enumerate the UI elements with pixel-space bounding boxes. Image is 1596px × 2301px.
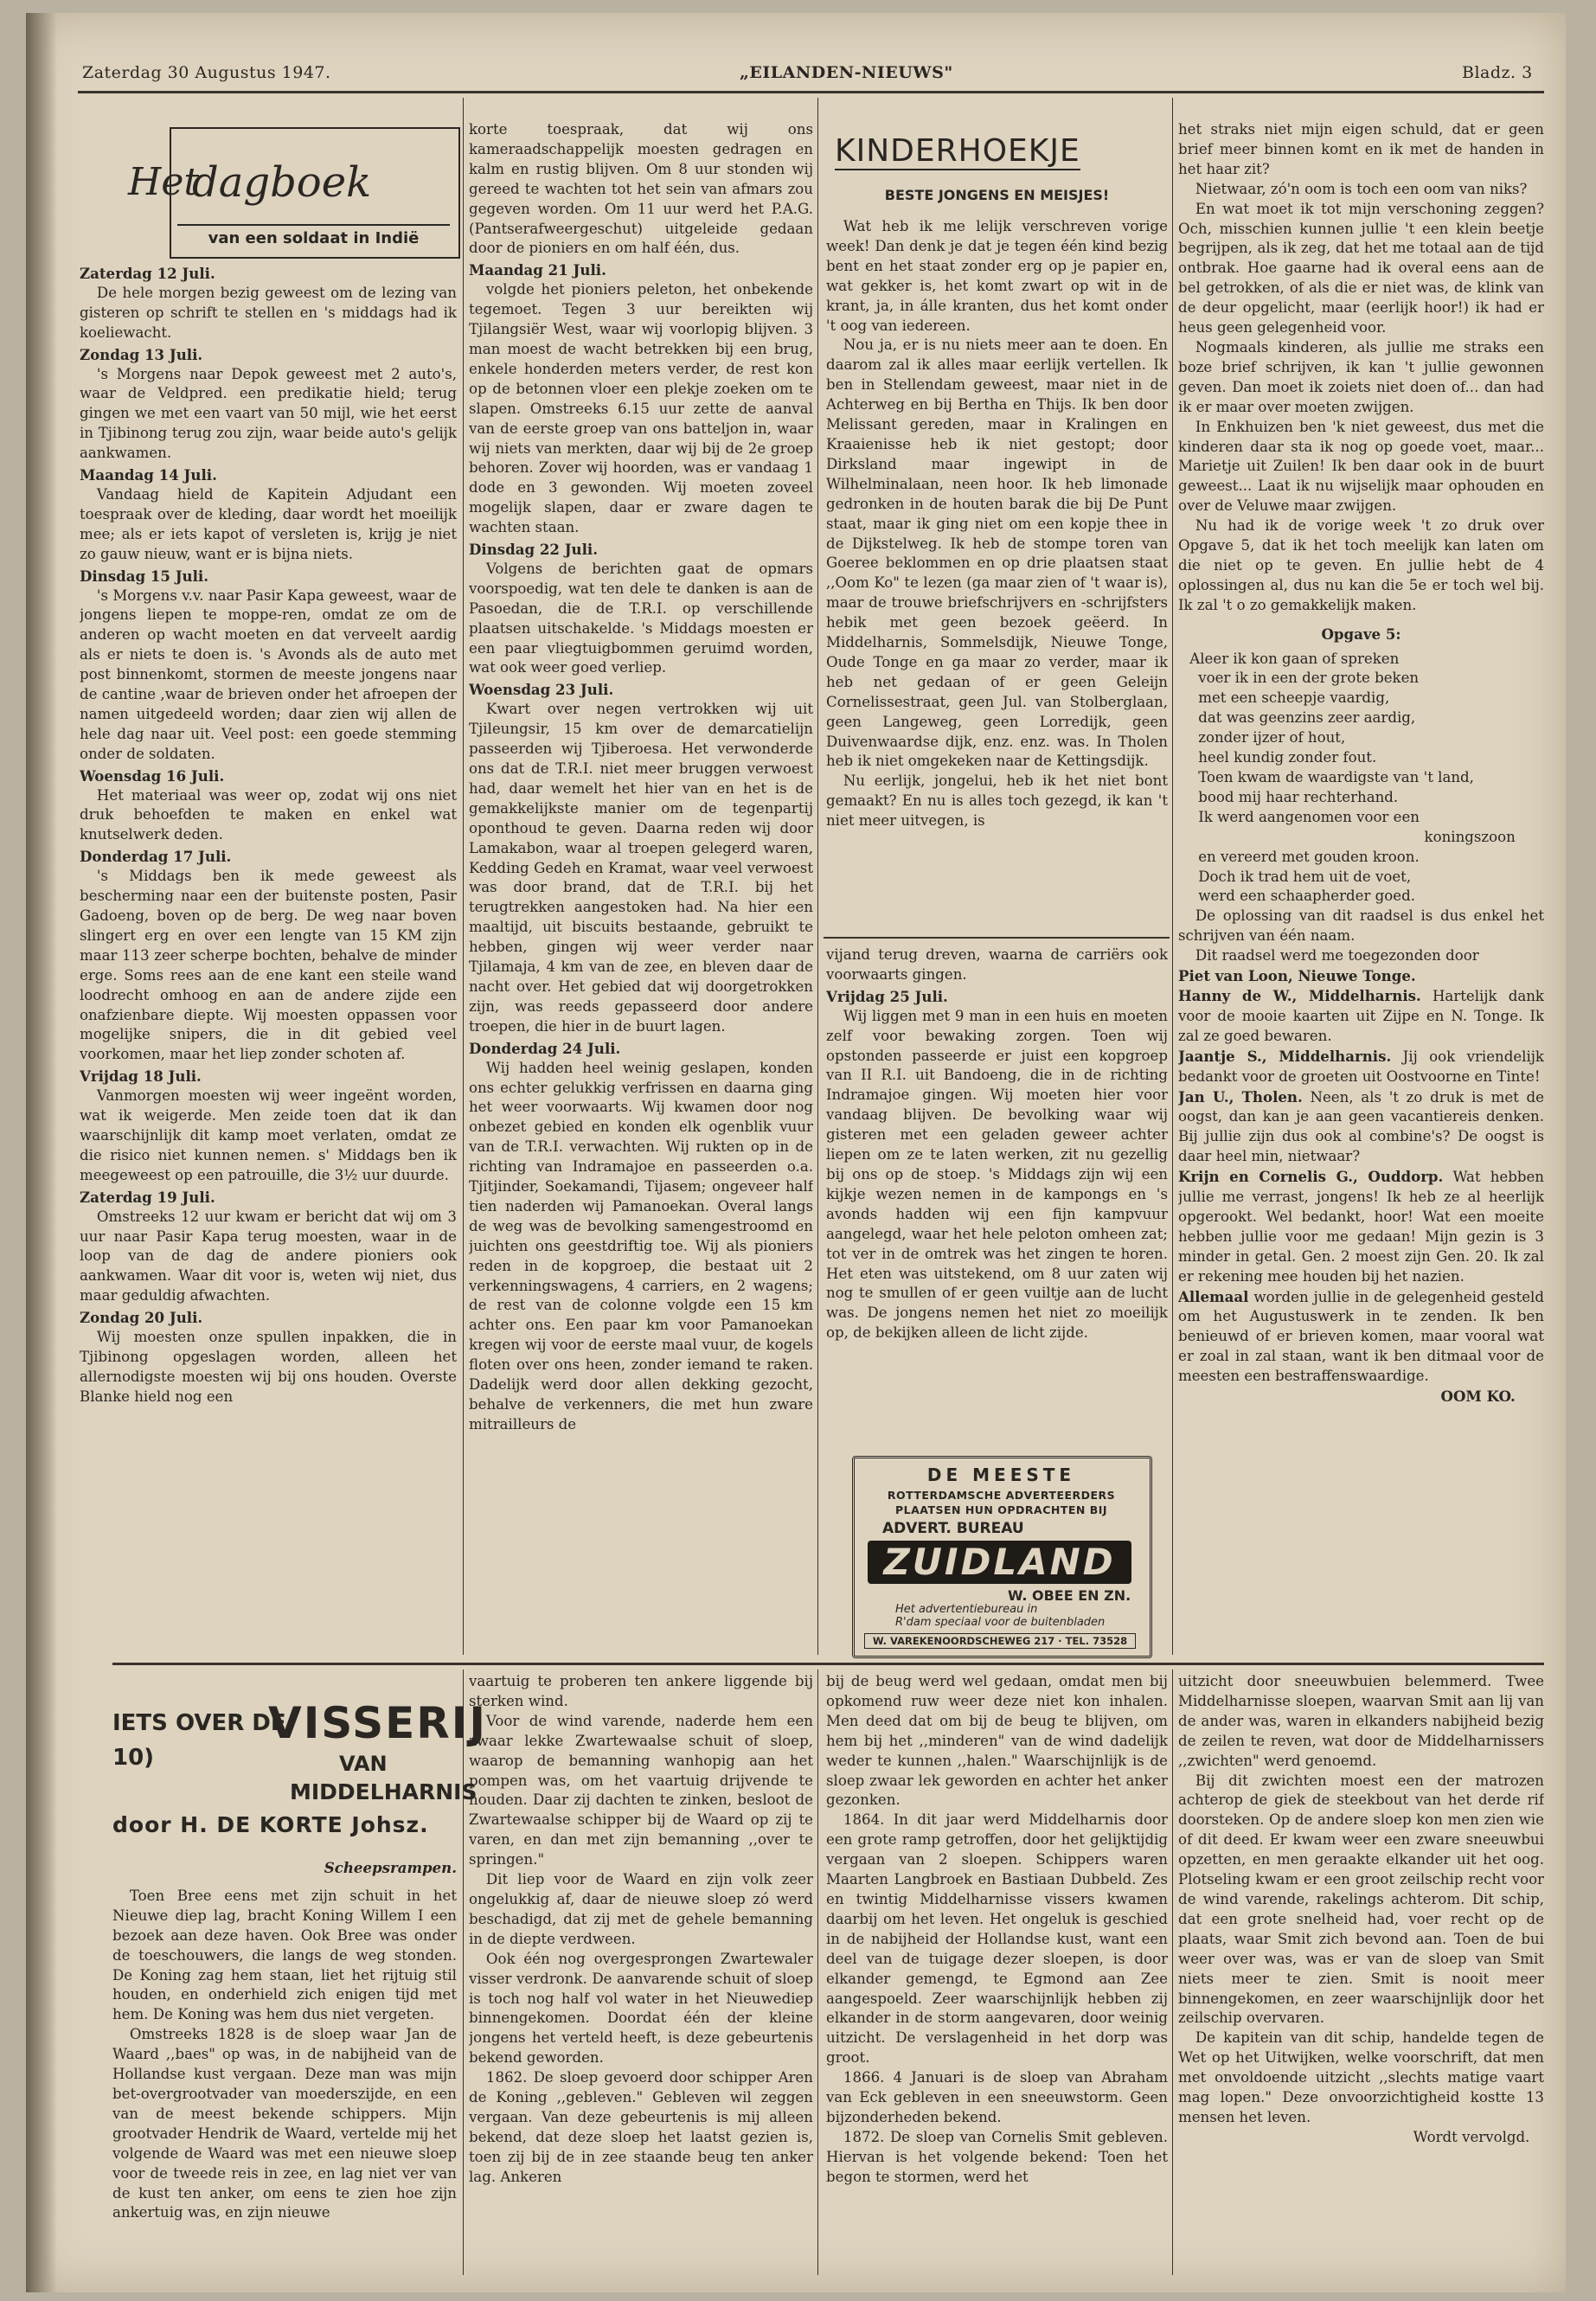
reply-text: worden jullie in de gelegenheid gesteld om het Augustuswerk in te zenden. Ik ben benieuwd of er brieven komen, maar vooral wat er zoal in zal staan, want ik ben ditmaal voor de meesten een bestraffenswaardige. (1178, 1288, 1544, 1385)
paragraph: Kwart over negen vertrokken wij uit Tjileungsir, 15 km over de demarcatielijn passeerden wij Tjiberoesa. Het verwonderde ons dat de T.R.I. niet meer bruggen verwoest had, daar wemelt het hier van en het is de gemakkelijkste manier om de tegenpartij oponthoud te geven. Daarna reden wij door Lamakabon, waar al troepen gelegerd waren, Kedding Gedeh en Kramat, waar veel verwoest was door brand, dat de T.R.I. bij het terugtrekken aangestoken had. Na hier een maaltijd, uit biscuits bestaande, gebruikt te hebben, gingen wij weer verder naar Tjilamaja, 4 km van de zee, en bleven daar de nacht over. Het gebied dat wij doorgetrokken zijn, was reeds gepasseerd door andere troepen, die hier in de buurt lagen. (469, 701, 813, 1035)
paragraph: korte toespraak, dat wij ons kameraadschappelijk moesten gedragen en kalm en rustig blijven. Om 8 uur stonden wij gereed te wachten tot het sein van afmars zou gegeven worden. Om 11 uur werd het P.A.G. (Pantserafweergeschut) uitgeleide gedaan door de pioniers en om half één, dus. (469, 121, 813, 257)
ad-tagline-1: Het advertentiebureau in (895, 1603, 1038, 1616)
dagboek-column-1 (80, 262, 457, 1646)
poem-line: Ik werd aangenomen voor een (1198, 808, 1420, 825)
paragraph: In Enkhuizen ben 'k niet geweest, dus met die kinderen daar sta ik nog op goede voet, maar... Marietje uit Zuilen! Ik ben daar ook in de buurt geweest... Laat ik nu wijselijk maar ophouden en over de Veluwe maar zwijgen. (1178, 418, 1544, 515)
paragraph: Wij hadden heel weinig geslapen, konden ons echter gelukkig verfrissen en daarna ging het weer voorwaarts. Wij kwamen door nog onbezet gebied en konden elk ogenblik vuur van de T.R.I. verwachten. Wij rukten op in de richting van Indramajoe en passeerden o.a. Tjitjinder, Soekamandi, Tijasem; ongeveer half tien naderden wij Pamanoekan. Overal langs de weg was de bevolking samengestroomd en juichten ons geestdriftig toe. Wij als pioniers reden in de kopgroep, die bestaat uit 2 verkenningswagens, 4 carriers, en 2 wagens; de rest van de colonne volgde een 15 km achter ons. Een paar km voor Pamanoekan kregen wij voor de eerste maal vuur, de kogels floten over ons heen, zonder iemand te raken. Dadelijk werd door allen dekking gezocht, behalve de verkenners, die met hun zware mitrailleurs de (469, 1059, 813, 1433)
column-divider (463, 98, 464, 1655)
column-divider (1172, 98, 1173, 1655)
ad-bureau: ADVERT. BUREAU (882, 1520, 1024, 1537)
poem-line: werd een schaapherder goed. (1198, 888, 1416, 905)
to-be-continued: Wordt vervolgd. (1413, 2128, 1530, 2145)
paragraph: het straks niet mijn eigen schuld, dat er geen brief meer binnen komt en ik met de handen in het haar zit? (1178, 121, 1544, 177)
reply-text: Hartelijk dank voor de mooie kaarten uit Zijpe en N. Tonge. Ik zal ze goed bewaren. (1178, 987, 1544, 1044)
date-heading: Donderdag 17 Juli. (80, 848, 232, 866)
puzzle-heading: Opgave 5: (1321, 625, 1401, 643)
zuidland-advertisement (852, 1456, 1151, 1657)
reply-recipient: Jan U., Tholen. (1178, 1087, 1303, 1106)
kinderhoekje-greeting: BESTE JONGENS EN MEISJES! (884, 187, 1110, 203)
poem-line: Aleer ik kon gaan of spreken (1189, 650, 1400, 667)
paragraph: Nu eerlijk, jongelui, heb ik het niet bont gemaakt? En nu is alles toch gezegd, ik kan 't niet meer uitvegen, is (826, 772, 1168, 830)
reply-recipient: Jaantje S., Middelharnis. (1178, 1047, 1392, 1065)
dagboek-title: dagboek (192, 158, 372, 207)
paragraph: 1872. De sloep van Cornelis Smit gebleven. Hiervan is het volgende bekend: Toen het begon te stormen, werd het (826, 2128, 1168, 2185)
paragraph: Toen Bree eens met zijn schuit in het Nieuwe diep lag, bracht Koning Willem I een bezoek aan deze haven. Ook Bree was onder de toeschouwers, die langs de weg stonden. De Koning zag hem staan, liet het rijtuig stil houden, en onderhield zich enigen tijd met hem. De Koning was hem dus niet vergeten. (112, 1887, 457, 2023)
poem-line: met een scheepje vaardig, (1198, 689, 1390, 707)
date-heading: Maandag 21 Juli. (469, 261, 606, 279)
visserij-iets-over: IETS OVER DE (112, 1710, 286, 1736)
paragraph: De hele morgen bezig geweest om de lezing van gisteren op schrift te stellen en 's middags had ik koeliewacht. (80, 284, 457, 341)
date-heading: Woensdag 23 Juli. (469, 681, 614, 699)
kinderhoekje-title: KINDERHOEKJE (835, 133, 1080, 169)
kinderhoekje-column-2 (1178, 120, 1544, 1651)
ad-company-name: ZUIDLAND (868, 1541, 1131, 1584)
visserij-part-number: 10) (112, 1745, 155, 1771)
date-heading: Vrijdag 25 Juli. (826, 987, 948, 1005)
date-heading: Zaterdag 19 Juli. (80, 1188, 215, 1206)
paragraph: Voor de wind varende, naderde hem een zwaar lekke Zwartewaalse schuit of sloep, waarop de bemanning wanhopig aan het pompen was, om het vaartuig drijvende te houden. Daar zij dachten te zinken, besloot de Zwartewaalse schipper bij de Waard op zij te varen, en dan met zijn bemanning ,,over te springen." (469, 1712, 813, 1868)
column-divider (817, 98, 818, 1655)
reply-paragraph (1178, 1167, 1544, 1286)
paragraph: Omstreeks 12 uur kwam er bericht dat wij om 3 uur naar Pasir Kapa terug moesten, waar in de loop van de dag de andere pioniers ook aankwamen. Waar dit voor is, weten wij niet, dus maar geduldig afwachten. (80, 1208, 457, 1304)
paragraph: Vandaag hield de Kapitein Adjudant een toespraak over de kleding, daar wordt het moeilijk mee; als er iets kapot of versleten is, krijg je niet zo gauw nieuw, want er is bijna niets. (80, 485, 457, 562)
paragraph: Nu had ik de vorige week 't zo druk over Opgave 5, dat ik het toch meelijk kan laten om die niet op te geven. En jullie hebt de 4 oplossingen al, dus nu kan die 5e er toch wel bij. Ik zal 't o zo gemakkelijk maken. (1178, 517, 1544, 613)
poem-line: voer ik in een der grote beken (1198, 670, 1420, 687)
ad-line-1: ROTTERDAMSCHE ADVERTEERDERS (887, 1489, 1116, 1502)
date-heading: Zaterdag 12 Juli. (80, 265, 215, 282)
reply-recipient: Allemaal (1178, 1287, 1249, 1305)
paragraph: 1864. In dit jaar werd Middelharnis door een grote ramp getroffen, door het gelijktijdig vergaan van 2 sloepen. Schippers waren Maarten Langbroek en Bastiaan Dubbeld. Zes en twintig Middelharnisse vissers kwamen daarbij om het leven. Het ongeluk is geschied in de nabijheid der Hollandse kust, want een deel van de tuigage dezer sloepen, is door elkander gemengd, te Egmond aan Zee aangespoeld. Zeer waarschijnlijk hebben zij elkander in de storm aangevaren, door weinig uitzicht. De verslagenheid in het dorp was groot. (826, 1811, 1168, 2067)
poem-line: dat was geenzins zeer aardig, (1198, 709, 1416, 727)
paragraph: bij de beug werd wel gedaan, omdat men bij opkomend ruw weer deze niet kon inhalen. Men deed dat om bij de beug te blijven, om hem bij het ,,minderen" van de wind dadelijk weder te kunnen ,,halen." Waarschijnlijk is de sloep zwaar lek geworden en achter het anker gezonken. (826, 1673, 1168, 1809)
dagboek-subtitle: van een soldaat in Indië (177, 224, 450, 247)
column-divider (463, 1670, 464, 2275)
date-heading: Woensdag 16 Juli. (80, 766, 225, 785)
poem-line: Toen kwam de waardigste van 't land, (1198, 769, 1474, 785)
header-date: Zaterdag 30 Augustus 1947. (82, 63, 331, 82)
reply-text: Wat hebben jullie me verrast, jongens! Ik heb ze al heerlijk opgerookt. Wel bedankt, hoor! Wat een moeite hebben jullie voor me gedaan! Mijn gezin is 3 minder in getal. Gen. 2 moest zijn Gen. 20. Ik zal er rekening mee houden bij het nazien. (1178, 1169, 1544, 1285)
date-heading: Dinsdag 22 Juli. (469, 541, 599, 559)
dagboek-column-3 (826, 945, 1168, 1447)
visserij-title: VISSERIJ (268, 1698, 487, 1748)
paragraph: vaartuig te proberen ten ankere liggende bij sterken wind. (469, 1673, 813, 1709)
date-heading: Zondag 13 Juli. (80, 345, 203, 363)
ad-tagline (895, 1603, 1105, 1629)
header-page-number: Bladz. 3 (1462, 63, 1533, 82)
dagboek-het: Het (128, 160, 200, 204)
paragraph: 1862. De sloep gevoerd door schipper Aren de Koning ,,gebleven." Gebleven wil zeggen vergaan. Van deze gebeurtenis is mij alleen bekend, dat deze sloep het laatst gezien is, toen zij bij de in zee staande beug ten anker lag. Ankeren (469, 2069, 813, 2185)
paragraph: vijand terug dreven, waarna de carriërs ook voorwaarts gingen. (826, 946, 1168, 983)
newspaper-page (26, 13, 1566, 2292)
signature: OOM KO. (1440, 1388, 1516, 1406)
paragraph: De oplossing van dit raadsel is dus enkel het schrijven van één naam. (1178, 907, 1544, 945)
reply-text: Neen, als 't zo druk is met de oogst, dan kan je aan geen vacantiereis denken. Bij jullie zijn dus ook al combine's? De oogst is daar heel min, nietwaar? (1178, 1088, 1544, 1165)
paragraph: Het materiaal was weer op, zodat wij ons niet druk behoefden te maken en enkel wat knutselwerk deden. (80, 786, 457, 843)
date-heading: Dinsdag 15 Juli. (80, 567, 209, 585)
visserij-column-4 (1178, 1672, 1544, 2278)
paragraph: Nou ja, er is nu niets meer aan te doen. En daarom zal ik alles maar eerlijk vertellen. Ik ben in Stellendam geweest, maar niet in de Achterweg en bij Bertha en Thijs. Ik ben door Melissant gereden, maar in Kralingen en Kraaienisse heb ik niet gestopt; door Dirksland maar ingewipt in de Wilhelminalaan, neen hoor. Ik heb limonade gedronken in de houten barak die bij De Punt staat, maar ik ging niet om een kopje thee in de Dijkstelweg. Ik heb de stompe toren van Goeree beklommen en op drie plaatsen staat ,,Oom Ko" te lezen (ga maar zien of 't waar is), maar de trouwe briefschrijvers en -schrijfsters hebik met geen bezoek geëerd. In Middelharnis, Sommelsdijk, Nieuwe Tonge, Oude Tonge en ga maar zo verder, maar ik heb net gedaan of er geen Geleijn Cornelissestraat, geen Jul. van Stolberglaan, geen Langeweg, geen Lorredijk, geen Duivenwaardse dijk, enz. enz. was. In Tholen heb ik niet omgekeken naar de Kettingsdijk. (826, 336, 1168, 770)
visserij-author: door H. DE KORTE Johsz. (112, 1812, 429, 1837)
reply-recipient: Hanny de W., Middelharnis. (1178, 986, 1421, 1004)
poem-line: heel kundig zonder fout. (1198, 749, 1377, 766)
ad-address: W. VAREKENOORDSCHEWEG 217 · TEL. 73528 (864, 1633, 1136, 1649)
contributor-name: Piet van Loon, Nieuwe Tonge. (1178, 967, 1416, 985)
paragraph: En wat moet ik tot mijn verschoning zeggen? Och, misschien kunnen jullie 't een klein beetje begrijpen, als ik zeg, dat het me totaal aan de tijd ontbrak. Hoe gaarne had ik overal eens aan de bel getrokken, of als die er niet was, de klink van de deur opgelicht, maar (eerlijk hoor!) ik had er heus geen gelegenheid voor. (1178, 200, 1544, 336)
paragraph: Dit raadsel werd me toegezonden door (1195, 947, 1479, 965)
paragraph: Nietwaar, zó'n oom is toch een oom van niks? (1195, 180, 1528, 197)
ad-tagline-2: R'dam speciaal voor de buitenbladen (895, 1616, 1106, 1629)
paragraph: Wij liggen met 9 man in een huis en moeten zelf voor bewaking zorgen. Toen wij opstonden passeerde er juist een kopgroep van II R.I. uit Bandoeng, die in de richting Indramajoe gingen. Wij moeten hier voor vandaag blijven. De bevolking waar wij gisteren met een geladen geweer achter liepen om ze te laten werken, zit nu gezellig bij ons op de stoep. 's Middags zijn wij een kijkje wezen nemen in de kampongs en 's avonds hadden wij een fijn kampvuur aangelegd, waar het hele peloton omheen zat; tot ver in de omtrek was het zingen te horen. Het eten was uitstekend, om 8 uur zaten wij nog te smullen of er geen vuiltje aan de lucht was. De jongens nemen het niet zo moeilijk op, de bekijken alleen de licht zijde. (826, 1007, 1168, 1342)
header-rule (78, 91, 1544, 93)
reply-text: Jij ook vriendelijk bedankt voor de groeten uit Oostvoorne en Tinte! (1178, 1048, 1544, 1085)
paragraph: De kapitein van dit schip, handelde tegen de Wet op het Uitwijken, welke voorschrift, dat men met onvoldoende uitzicht ,,slechts matige vaart mag lopen." Deze onvoorzichtigheid kostte 13 mensen het leven. (1178, 2029, 1544, 2125)
date-heading: Vrijdag 18 Juli. (80, 1067, 202, 1086)
ad-owner: W. OBEE EN ZN. (1008, 1587, 1131, 1604)
reply-recipient: Krijn en Cornelis G., Ouddorp. (1178, 1168, 1444, 1186)
paragraph: Vanmorgen moesten wij weer ingeënt worden, wat ik weigerde. Men zeide toen dat ik dan waarschijnlijk dit kamp moet verlaten, omdat ze die risico niet kunnen nemen. s' Middags ben ik meegeweest op een patrouille, die 3½ uur duurde. (80, 1087, 457, 1183)
paragraph: Omstreeks 1828 is de sloep waar Jan de Waard ,,baes" op was, in de nabijheid van de Hollandse kust vergaan. Deze man was mijn bet-overgrootvader van moederszijde, en een van de meest bekende schippers. Mijn grootvader Hendrik de Waard, vertelde mij het volgende de Waard was met een nieuwe sloep voor de tweede reis in zee, en lag niet ver van de kust ten anker, om eens te zien hoe zijn ankertuig was, en zijn nieuwe (112, 2026, 457, 2221)
paragraph: 's Morgens v.v. naar Pasir Kapa geweest, waar de jongens liepen te moppe-ren, omdat ze om de anderen op wacht moeten en dat verveelt aardig als er niets te doen is. 's Avonds als de auto met post binnenkomt, stormen de meeste jongens naar de cantine ,waar de brieven onder het afroepen der namen uitgedeeld worden; daar zien wij allen de hele dag naar uit. Veel post: een goede stemming onder de soldaten. (80, 586, 457, 762)
date-heading: Maandag 14 Juli. (80, 466, 217, 484)
paragraph: 's Middags ben ik mede geweest als bescherming naar een der buitenste posten, Pasir Gadoeng, boven op de berg. De weg naar boven slingert erg en over een lengte van 15 KM zijn maar 113 zeer scherpe bochten, behalve de minder erge. Soms rees aan de ene kant een steile wand loodrecht omhoog en aan de andere zijde een onafzienbare diepte. Wij moesten oppassen voor mogelijke snipers, die in dit gebied veel voorkomen, maar het liep zonder schoten af. (80, 868, 457, 1063)
section-subheading: Scheepsrampen. (324, 1859, 457, 1876)
paragraph: uitzicht door sneeuwbuien belemmerd. Twee Middelharnisse sloepen, waarvan Smit aan lij van de ander was, waren in elkanders nabijheid bezig de zeilen te reven, wat door de Middelharnissers ,,zwichten" werd genoemd. (1178, 1673, 1544, 1769)
ad-headline: DE MEESTE (926, 1465, 1076, 1485)
column-divider (1172, 1670, 1173, 2275)
section-rule (112, 1663, 1544, 1665)
paragraph: Bij dit zwichten moest een der matrozen achterop de giek de steekbout van het derde rif doorsteken. Op de andere sloep kon men zien wie of dit deed. Er kwam weer een zware sneeuwbui opzetten, en men geraakte elkander uit het oog. Plotseling kwam er een groot zeilschip recht voor de wind varende, rakelings achterom. Dit schip, dat een grote snelheid had, voer recht op de plaats, waar Smit zich bevond aan. Toen de bui weer over was, was er van de sloep van Smit niets meer te zien. Smit is nooit meer binnengekomen, en zeer waarschijnlijk door het zeilschip overvaren. (1178, 1772, 1544, 2027)
visserij-column-3 (826, 1672, 1168, 2278)
visserij-column-2 (469, 1672, 813, 2278)
header-paper-name: „EILANDEN-NIEUWS" (740, 63, 953, 82)
kinderhoekje-column-1 (826, 217, 1168, 931)
poem-line: koningszoon (1424, 828, 1516, 845)
poem-line: zonder ijzer of hout, (1198, 729, 1346, 747)
paragraph: Wij moesten onze spullen inpakken, die in Tjibinong opgeslagen worden, alleen het allernodigste moesten wij bij ons houden. Overste Blanke hield nog een (80, 1329, 457, 1405)
paragraph: Volgens de berichten gaat de opmars voorspoedig, wat ten dele te danken is aan de Pasoedan, die de T.R.I. op verschillende plaatsen uitschakelde. 's Middags moesten er een paar vliegtuigbommen geruimd worden, wat ook weer goed verliep. (469, 560, 813, 676)
paragraph: Dit liep voor de Waard en zijn volk zeer ongelukkig af, daar de nieuwe sloep zó werd beschadigd, dat zij met de gehele bemanning in de diepte verdween. (469, 1871, 813, 1947)
poem-line: bood mij haar rechterhand. (1198, 788, 1399, 805)
paragraph: volgde het pioniers peleton, het onbekende tegemoet. Tegen 3 uur bereikten wij Tjilangsiër West, waar wij voorlopig blijven. 3 man moest de wacht betrekken bij een brug, enkele honderden meters verder, de rest kon op de betonnen vloer een plekje zoeken om te slapen. Omstreeks 6.15 uur zette de aanval van de eerste groep van ons batteljon in, waar wij niets van merkten, daar wij bij de 2e groep behoren. Zover wij hoorden, was er vandaag 1 dode en 3 gewonden. Wij moeten zoveel mogelijk slapen, daar er zware dagen te wachten staan. (469, 281, 813, 536)
paragraph: 's Morgens naar Depok geweest met 2 auto's, waar de Veldpred. een predikatie hield; terug gingen we met een vaart van 50 mijl, wie het eerst in Tjibinong terug zou zijn, waar beide auto's gelijk aankwamen. (80, 365, 457, 462)
reply-paragraph (1178, 1287, 1544, 1388)
visserij-van: VAN (339, 1752, 388, 1776)
date-heading: Zondag 20 Juli. (80, 1309, 203, 1327)
reply-paragraph (1178, 1047, 1544, 1087)
date-heading: Donderdag 24 Juli. (469, 1039, 621, 1057)
poem-line: Doch ik trad hem uit de voet, (1198, 868, 1412, 885)
dagboek-column-2 (469, 120, 813, 1651)
visserij-column-1 (112, 1858, 457, 2273)
column-divider (817, 1670, 818, 2275)
paragraph: Ook één nog overgesprongen Zwartewaler visser verdronk. De aanvarende schuit of sloep is toch nog half vol water in het Nieuwediep binnengekomen. Doordat één der kleine jongens het verteld heeft, is deze gebeurtenis bekend geworden. (469, 1950, 813, 2067)
section-rule (824, 937, 1170, 939)
paragraph: 1866. 4 Januari is de sloep van Abraham van Eck gebleven in een sneeuwstorm. Geen bijzonderheden bekend. (826, 2069, 1168, 2125)
paragraph: Wat heb ik me lelijk verschreven vorige week! Dan denk je dat je tegen één kind bezig bent en het staat zonder erg op je papier en, wat gekker is, het komt zwart op wit in de krant, ja, in álle kranten, dus het komt onder 't oog van iedereen. (826, 218, 1168, 334)
visserij-place: MIDDELHARNIS (290, 1779, 478, 1804)
ad-line-2: PLAATSEN HUN OPDRACHTEN BIJ (894, 1503, 1108, 1516)
visserij-header (112, 1693, 487, 1849)
reply-paragraph (1178, 986, 1544, 1047)
paragraph: Nogmaals kinderen, als jullie me straks een boze brief schrijven, ik kan 't jullie gewonnen geven. Dan moet ik zoiets niet doen of... dan had ik er maar over moeten zwijgen. (1178, 338, 1544, 415)
reply-paragraph (1178, 1087, 1544, 1168)
poem-line: en vereerd met gouden kroon. (1198, 848, 1420, 865)
